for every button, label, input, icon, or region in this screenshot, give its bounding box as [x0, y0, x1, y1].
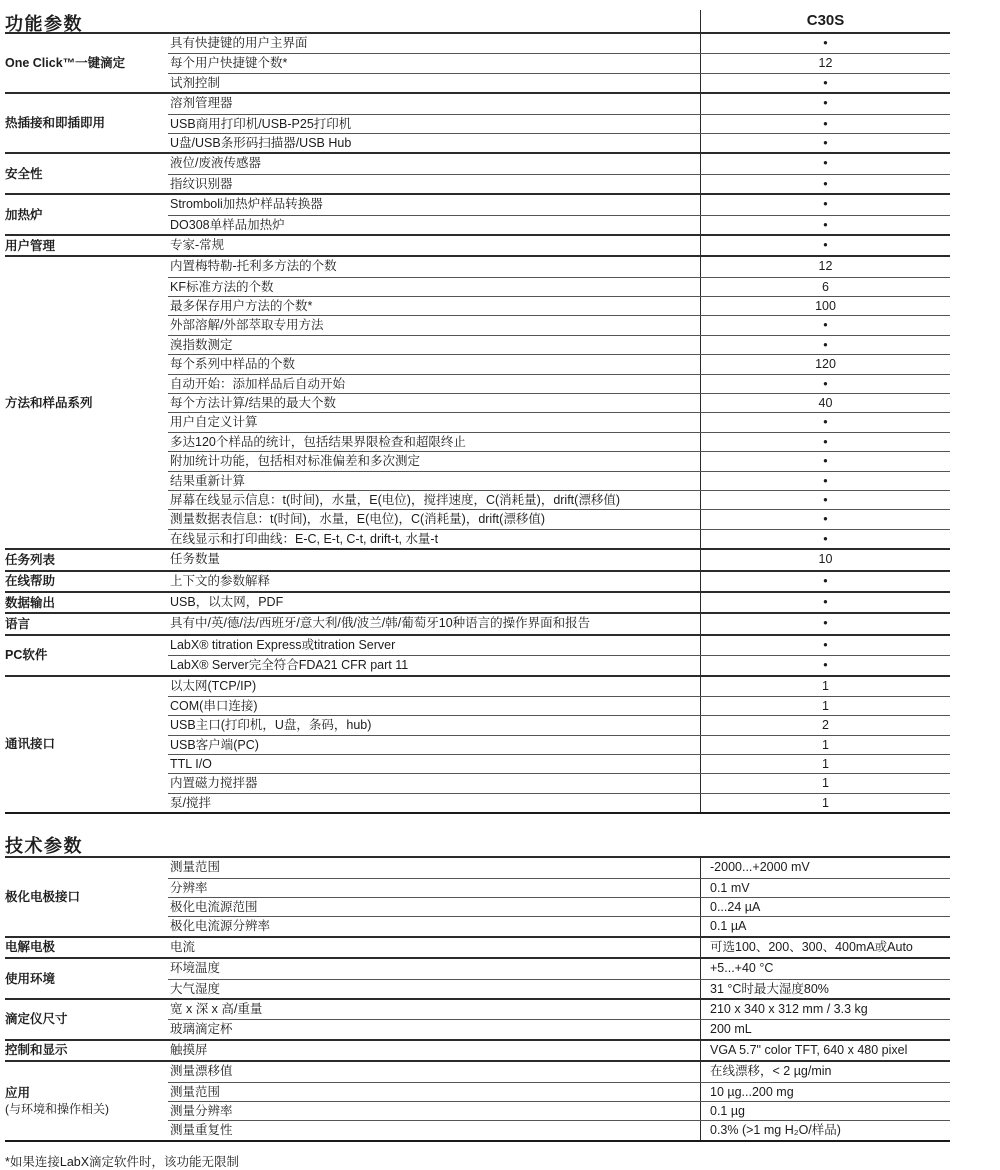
- group-label: 使用环境: [5, 971, 56, 986]
- spec-value: •: [700, 510, 950, 528]
- table-row: [168, 451, 950, 470]
- group-rows: [168, 34, 950, 92]
- group-label: 加热炉: [5, 207, 43, 222]
- group-label: 方法和样品系列: [5, 395, 93, 410]
- table-row: [168, 490, 950, 509]
- spec-value: •: [700, 316, 950, 334]
- group-rows: [168, 154, 950, 193]
- spec-description: 玻璃滴定杯: [170, 1022, 233, 1037]
- spec-value: 0.1 mV: [700, 879, 950, 897]
- functional-parameters-section: [5, 10, 1000, 814]
- technical-parameters-section: [5, 832, 1000, 1141]
- table-row: [168, 1082, 950, 1101]
- group-label: 安全性: [5, 166, 43, 181]
- spec-value: •: [700, 530, 950, 548]
- group-rows: [168, 572, 950, 591]
- group-label-cell: [5, 1041, 168, 1060]
- spec-group: [5, 936, 950, 957]
- group-label-cell: [5, 195, 168, 234]
- table-row: [168, 1041, 950, 1060]
- spec-value: 12: [700, 257, 950, 276]
- spec-description: USB客户端(PC): [170, 737, 259, 752]
- group-rows: [168, 938, 950, 957]
- spec-value: •: [700, 656, 950, 674]
- spec-value: •: [700, 236, 950, 255]
- table-row: [168, 1019, 950, 1038]
- spec-group: [5, 548, 950, 569]
- spec-group: [5, 34, 950, 92]
- spec-description: 溶剂管理器: [170, 96, 233, 111]
- group-rows: [168, 677, 950, 813]
- table-row: [168, 793, 950, 812]
- spec-value: •: [700, 433, 950, 451]
- functional-title-cell: [5, 10, 700, 32]
- spec-group: [5, 193, 950, 234]
- spec-description: USB主口(打印机，U盘，条码，hub): [170, 718, 372, 733]
- table-row: [168, 696, 950, 715]
- table-row: [168, 715, 950, 734]
- spec-value: 0.1 µg: [700, 1102, 950, 1120]
- spec-description: 测量数据表信息：t(时间)，水量，E(电位)，C(消耗量)，drift(漂移值): [170, 512, 545, 527]
- group-label: One Click™一键滴定: [5, 56, 126, 71]
- spec-description: 具有快捷键的用户主界面: [170, 36, 308, 50]
- table-row: [168, 154, 950, 173]
- table-row: [168, 412, 950, 431]
- table-row: [168, 550, 950, 569]
- group-label: 滴定仪尺寸: [5, 1012, 68, 1027]
- group-label: 数据输出: [5, 595, 56, 610]
- spec-description: 结果重新计算: [170, 473, 246, 488]
- spec-value: -2000...+2000 mV: [700, 858, 950, 877]
- table-row: [168, 614, 950, 633]
- spec-value: •: [700, 593, 950, 612]
- spec-value: •: [700, 216, 950, 234]
- spec-group: [5, 998, 950, 1039]
- spec-description: 电流: [170, 939, 196, 954]
- table-row: [168, 195, 950, 214]
- spec-group: [5, 858, 950, 936]
- spec-description: 测量漂移值: [170, 1064, 233, 1079]
- spec-description: 内置梅特勒-托利多方法的个数: [170, 259, 337, 274]
- spec-group: [5, 570, 950, 591]
- spec-group: [5, 612, 950, 633]
- spec-value: •: [700, 175, 950, 193]
- spec-group: [5, 234, 950, 255]
- group-rows: [168, 1041, 950, 1060]
- table-row: [168, 471, 950, 490]
- spec-description: 每个用户快捷键个数*: [170, 56, 288, 71]
- spec-description: 自动开始：添加样品后自动开始: [170, 376, 346, 391]
- spec-description: LabX® titration Express或titration Server: [170, 637, 396, 652]
- table-row: [168, 677, 950, 696]
- table-row: [168, 938, 950, 957]
- group-label-cell: [5, 938, 168, 957]
- group-label-cell: [5, 572, 168, 591]
- spec-value: 100: [700, 297, 950, 315]
- spec-value: 1: [700, 677, 950, 696]
- spec-description: 内置磁力搅拌器: [170, 776, 258, 791]
- group-rows: [168, 636, 950, 675]
- spec-description: 在线显示和打印曲线：E-C, E-t, C-t, drift-t, 水量-t: [170, 531, 439, 546]
- spec-description: 多达120个样品的统计，包括结果界限检查和超限终止: [170, 434, 466, 449]
- spec-value: •: [700, 636, 950, 655]
- spec-description: U盘/USB条形码扫描器/USB Hub: [170, 135, 352, 150]
- spec-value: •: [700, 134, 950, 152]
- group-rows: [168, 614, 950, 633]
- spec-description: 溴指数测定: [170, 337, 233, 352]
- table-row: [168, 1000, 950, 1019]
- spec-value: 2: [700, 716, 950, 734]
- spec-description: 测量重复性: [170, 1123, 233, 1138]
- group-label-cell: [5, 236, 168, 255]
- spec-description: LabX® Server完全符合FDA21 CFR part 11: [170, 658, 409, 673]
- spec-value: 1: [700, 794, 950, 812]
- spec-description: USB商用打印机/USB-P25打印机: [170, 116, 352, 131]
- spec-description: 宽 x 深 x 高/重量: [170, 1001, 263, 1016]
- table-row: [168, 94, 950, 113]
- group-label-cell: [5, 1000, 168, 1039]
- spec-value: •: [700, 413, 950, 431]
- spec-description: 液位/废液传感器: [170, 156, 261, 171]
- spec-description: 每个方法计算/结果的最大个数: [170, 396, 336, 411]
- spec-description: 用户自定义计算: [170, 415, 258, 430]
- spec-value: 0...24 µA: [700, 898, 950, 916]
- spec-description: 触摸屏: [170, 1042, 208, 1057]
- group-label-cell: [5, 677, 168, 813]
- section-title-technical: 技术参数: [5, 832, 950, 858]
- spec-value: 1: [700, 697, 950, 715]
- table-row: [168, 354, 950, 373]
- spec-value: 210 x 340 x 312 mm / 3.3 kg: [700, 1000, 950, 1019]
- spec-value: 可选100、200、300、400mA或Auto: [700, 938, 950, 957]
- spec-value: •: [700, 452, 950, 470]
- table-row: [168, 636, 950, 655]
- spec-value: •: [700, 572, 950, 591]
- spec-description: 测量范围: [170, 1084, 221, 1099]
- table-row: [168, 655, 950, 674]
- spec-description: 附加统计功能，包括相对标准偏差和多次测定: [170, 454, 421, 469]
- table-row: [168, 174, 950, 193]
- table-row: [168, 277, 950, 296]
- spec-group: [5, 1039, 950, 1060]
- group-sublabel: (与环境和操作相关): [5, 1101, 109, 1116]
- spec-value: 31 °C时最大湿度80%: [700, 980, 950, 998]
- table-row: [168, 529, 950, 548]
- spec-value: 40: [700, 394, 950, 412]
- spec-value: •: [700, 34, 950, 53]
- spec-group: [5, 92, 950, 152]
- table-row: [168, 73, 950, 92]
- spec-description: KF标准方法的个数: [170, 279, 274, 294]
- group-rows: [168, 593, 950, 612]
- spec-description: 测量分辨率: [170, 1103, 233, 1118]
- spec-value: 在线漂移，< 2 µg/min: [700, 1062, 950, 1081]
- group-label-cell: [5, 257, 168, 548]
- spec-description: 任务数量: [170, 552, 221, 567]
- spec-group: [5, 152, 950, 193]
- group-rows: [168, 236, 950, 255]
- table-row: [168, 878, 950, 897]
- group-rows: [168, 94, 950, 152]
- spec-value: 6: [700, 278, 950, 296]
- table-row: [168, 296, 950, 315]
- spec-description: 最多保存用户方法的个数*: [170, 299, 313, 314]
- functional-table: [5, 34, 950, 814]
- group-label-cell: [5, 959, 168, 998]
- spec-description: 泵/搅拌: [170, 795, 211, 810]
- spec-value: +5...+40 °C: [700, 959, 950, 978]
- table-row: [168, 1120, 950, 1139]
- section-title-functional: 功能参数: [5, 14, 83, 34]
- spec-description: DO308单样品加热炉: [170, 217, 285, 232]
- spec-value: •: [700, 336, 950, 354]
- spec-description: 分辨率: [170, 880, 208, 895]
- group-rows: [168, 858, 950, 936]
- spec-group: [5, 255, 950, 548]
- group-rows: [168, 550, 950, 569]
- group-label-cell: [5, 593, 168, 612]
- spec-value: 120: [700, 355, 950, 373]
- spec-description: 以太网(TCP/IP): [170, 678, 257, 693]
- table-row: [168, 916, 950, 935]
- spec-value: •: [700, 74, 950, 92]
- spec-value: 200 mL: [700, 1020, 950, 1038]
- table-row: [168, 773, 950, 792]
- group-label: 应用: [5, 1085, 31, 1100]
- group-label-cell: [5, 550, 168, 569]
- spec-group: [5, 591, 950, 612]
- spec-value: 10 µg...200 mg: [700, 1083, 950, 1101]
- table-row: [168, 114, 950, 133]
- spec-value: •: [700, 375, 950, 393]
- spec-value: 12: [700, 54, 950, 72]
- group-label-cell: [5, 858, 168, 936]
- spec-description: 环境温度: [170, 961, 221, 976]
- group-label: 用户管理: [5, 238, 56, 253]
- spec-group: [5, 634, 950, 675]
- spec-group: [5, 957, 950, 998]
- spec-description: USB，以太网，PDF: [170, 594, 284, 609]
- spec-description: COM(串口连接): [170, 698, 258, 713]
- table-row: [168, 959, 950, 978]
- spec-value: 10: [700, 550, 950, 569]
- group-rows: [168, 1000, 950, 1039]
- spec-description: Stromboli加热炉样品转换器: [170, 197, 323, 212]
- spec-value: •: [700, 491, 950, 509]
- spec-description: TTL I/O: [170, 757, 212, 772]
- spec-description: 每个系列中样品的个数: [170, 357, 296, 372]
- table-row: [168, 335, 950, 354]
- spec-value: •: [700, 154, 950, 173]
- model-column-header: C30S: [700, 10, 950, 32]
- group-rows: [168, 195, 950, 234]
- spec-description: 专家-常规: [170, 237, 225, 252]
- table-row: [168, 1101, 950, 1120]
- spec-value: 0.1 µA: [700, 917, 950, 935]
- group-label: 通讯接口: [5, 737, 56, 752]
- group-label: 极化电极接口: [5, 890, 81, 905]
- technical-table: [5, 858, 950, 1141]
- table-row: [168, 215, 950, 234]
- spec-description: 屏幕在线显示信息：t(时间)，水量，E(电位)，搅拌速度，C(消耗量)，drift(漂移值): [170, 492, 620, 507]
- group-label-cell: [5, 34, 168, 92]
- table-row: [168, 593, 950, 612]
- spec-description: 极化电流源分辨率: [170, 919, 271, 934]
- footnote: *如果连接LabX滴定软件时，该功能无限制: [5, 1154, 240, 1169]
- group-label-cell: [5, 94, 168, 152]
- spec-value: •: [700, 472, 950, 490]
- spec-description: 具有中/英/德/法/西班牙/意大利/俄/波兰/韩/葡萄牙10种语言的操作界面和报告: [170, 616, 591, 631]
- functional-header-row: [5, 10, 950, 34]
- spec-value: •: [700, 614, 950, 633]
- spec-description: 上下文的参数解释: [170, 573, 271, 588]
- group-label: PC软件: [5, 648, 48, 663]
- table-row: [168, 897, 950, 916]
- group-label-cell: [5, 614, 168, 633]
- table-row: [168, 257, 950, 276]
- spec-value: •: [700, 115, 950, 133]
- spec-group: [5, 675, 950, 813]
- table-row: [168, 374, 950, 393]
- group-label: 在线帮助: [5, 574, 56, 589]
- spec-value: •: [700, 195, 950, 214]
- spec-value: •: [700, 94, 950, 113]
- group-rows: [168, 959, 950, 998]
- table-row: [168, 393, 950, 412]
- spec-description: 极化电流源范围: [170, 900, 258, 915]
- group-rows: [168, 1062, 950, 1140]
- table-row: [168, 754, 950, 773]
- group-rows: [168, 257, 950, 548]
- spec-value: 1: [700, 736, 950, 754]
- table-row: [168, 34, 950, 53]
- table-row: [168, 572, 950, 591]
- table-row: [168, 979, 950, 998]
- group-label: 电解电极: [5, 940, 56, 955]
- group-label-cell: [5, 1062, 168, 1140]
- group-label: 语言: [5, 617, 31, 632]
- group-label-cell: [5, 636, 168, 675]
- spec-description: 测量范围: [170, 860, 221, 875]
- spec-value: 1: [700, 774, 950, 792]
- table-row: [168, 509, 950, 528]
- table-row: [168, 315, 950, 334]
- table-row: [168, 858, 950, 877]
- spec-description: 试剂控制: [170, 75, 221, 90]
- group-label: 任务列表: [5, 552, 56, 567]
- group-label-cell: [5, 154, 168, 193]
- table-row: [168, 236, 950, 255]
- table-row: [168, 432, 950, 451]
- table-row: [168, 1062, 950, 1081]
- group-label: 热插接和即插即用: [5, 116, 106, 131]
- spec-group: [5, 1060, 950, 1140]
- spec-description: 大气湿度: [170, 981, 221, 996]
- group-label: 控制和显示: [5, 1043, 68, 1058]
- spec-value: 1: [700, 755, 950, 773]
- spec-description: 指纹识别器: [170, 176, 233, 191]
- table-row: [168, 53, 950, 72]
- spec-description: 外部溶解/外部萃取专用方法: [170, 318, 324, 333]
- table-row: [168, 133, 950, 152]
- spec-value: 0.3% (>1 mg H₂O/样品): [700, 1121, 950, 1139]
- spec-value: VGA 5.7" color TFT, 640 x 480 pixel: [700, 1041, 950, 1060]
- table-row: [168, 735, 950, 754]
